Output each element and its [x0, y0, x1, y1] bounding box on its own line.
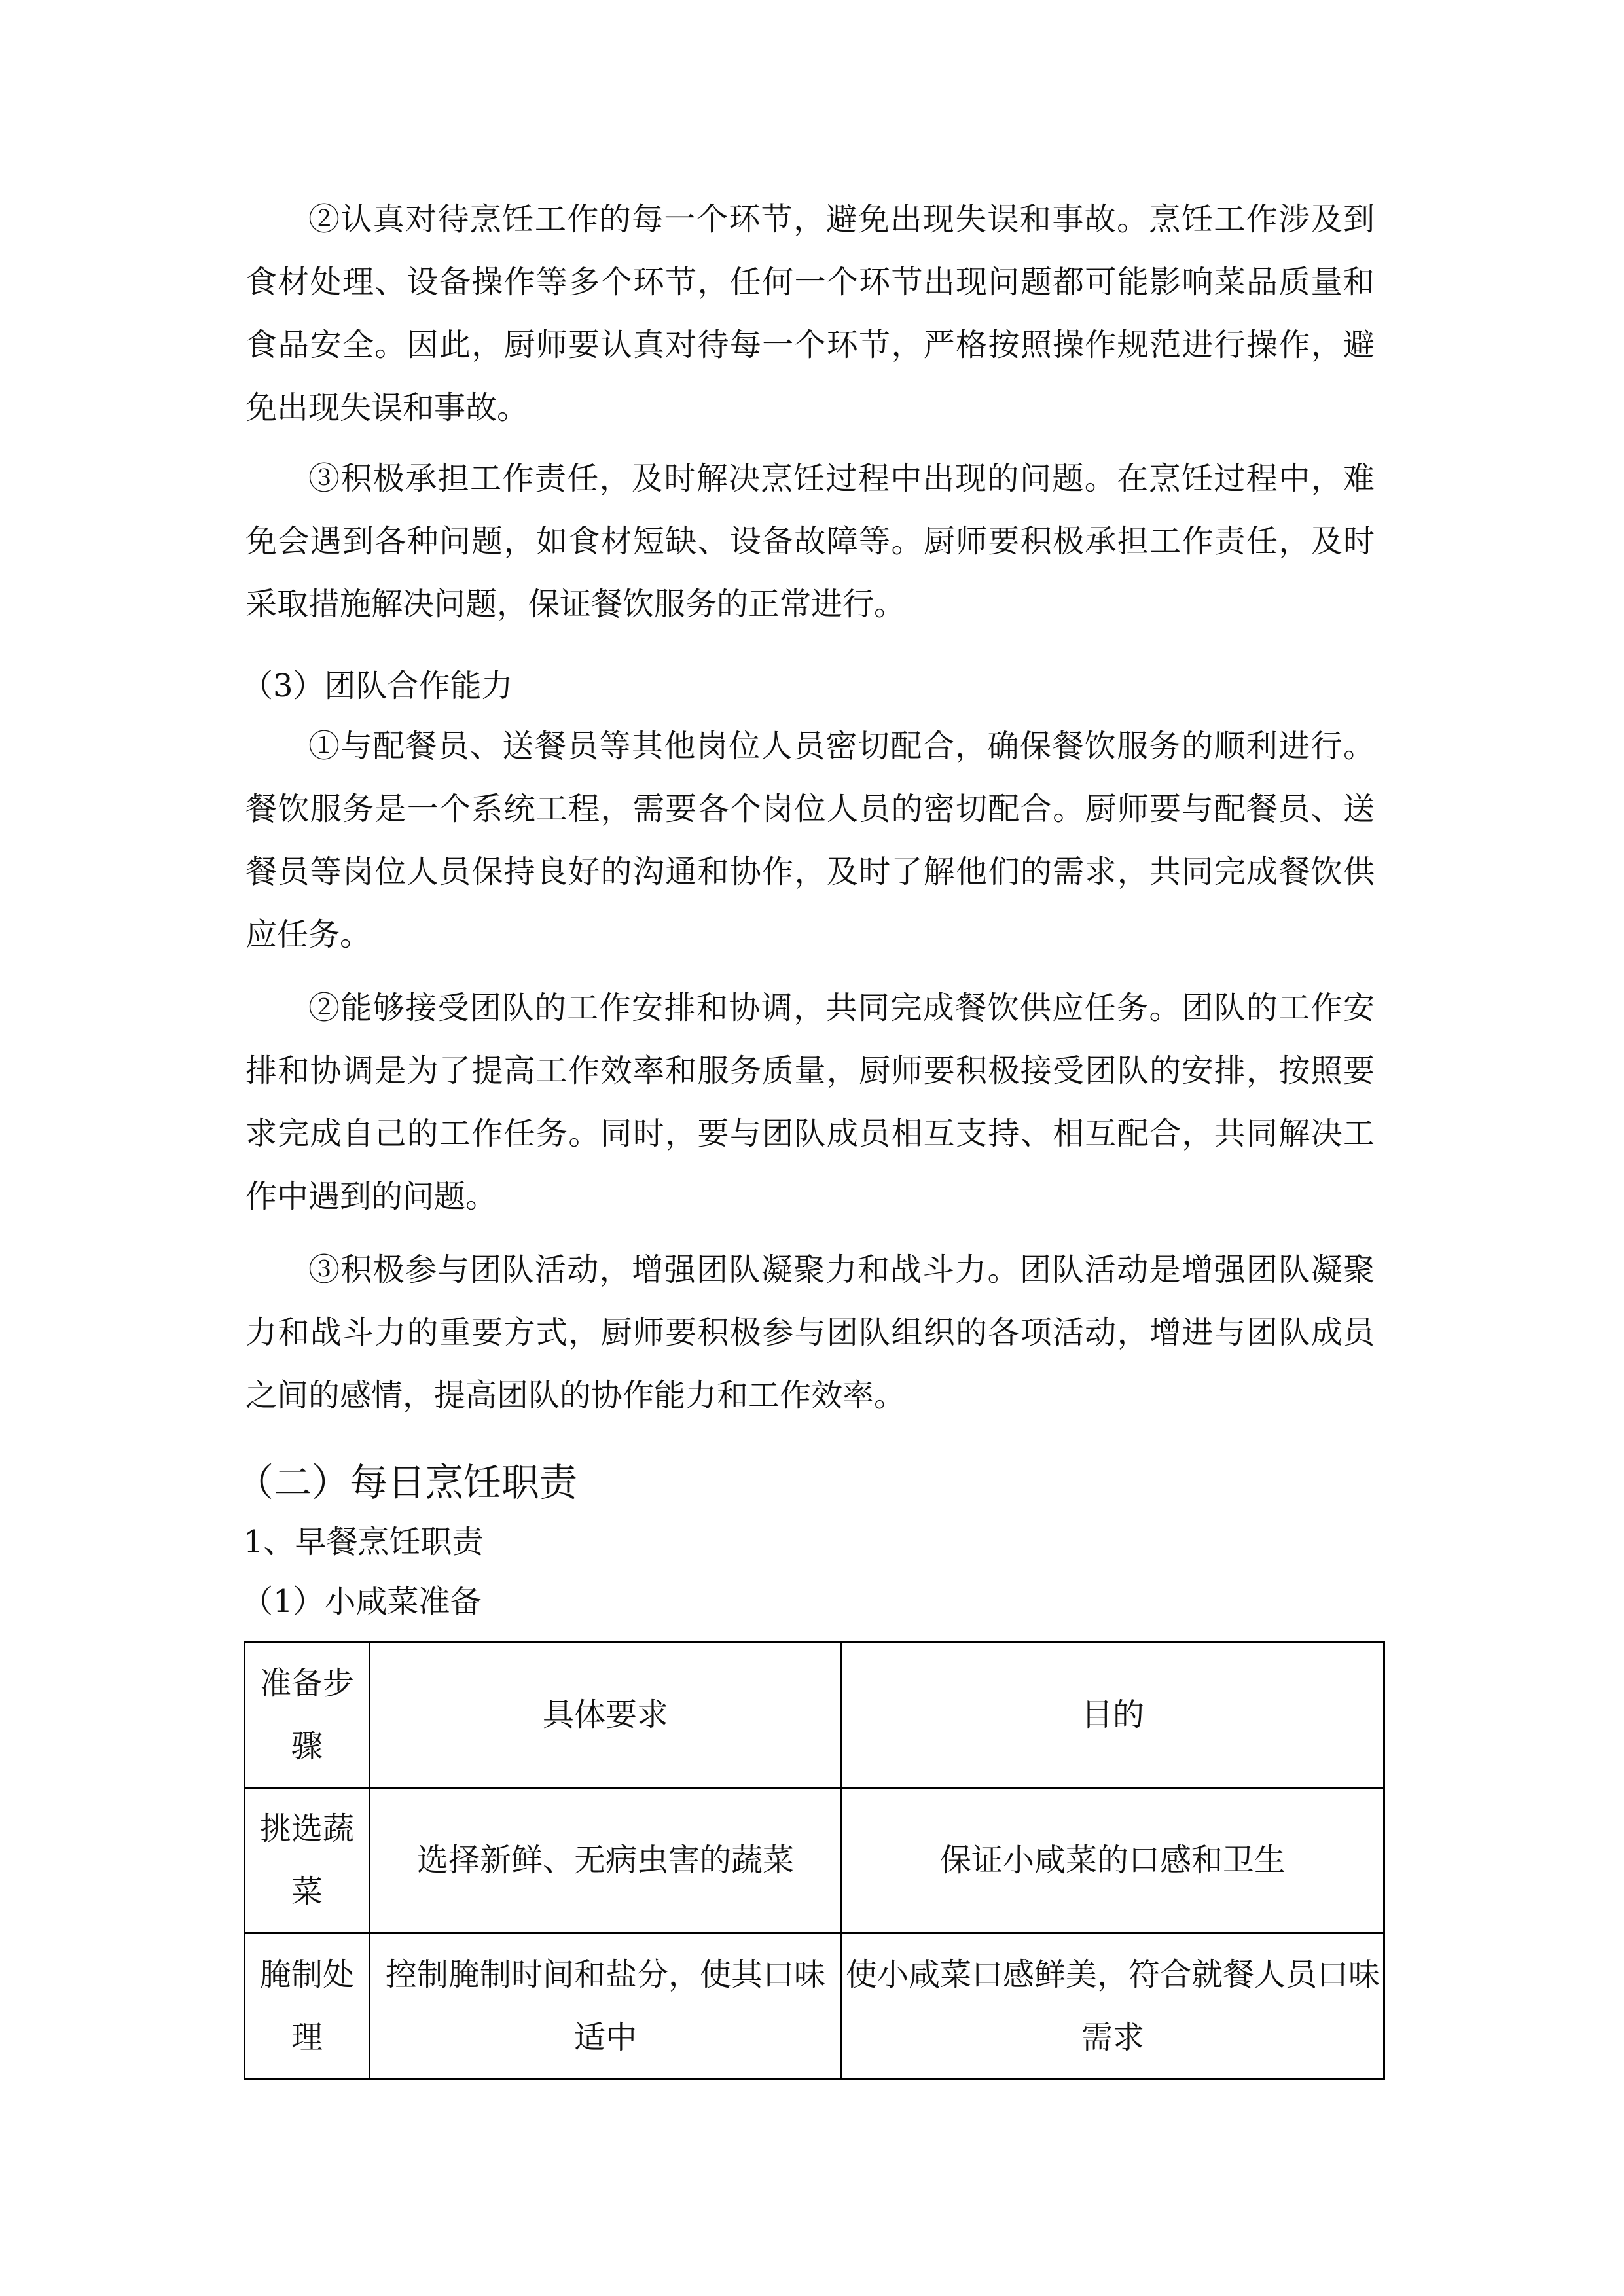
table-header-cell: 具体要求 — [370, 1642, 842, 1788]
paragraph-accept-arrangement: ②能够接受团队的工作安排和协调，共同完成餐饮供应任务。团队的工作安排和协调是为了提高工作效率和服务质量，厨师要积极接受团队的安排，按照要求完成自己的工作任务。同时，要与团队成员相互支持、相互配合，共同解决工作中遇到的问题。 — [245, 990, 1375, 1215]
paragraph-attention-to-detail: ②认真对待烹饪工作的每一个环节，避免出现失误和事故。烹饪工作涉及到食材处理、设备操作等多个环节，任何一个环节出现问题都可能影响菜品质量和食品安全。因此，厨师要认真对待每一个环节，严格按照操作规范进行操作，避免出现失误和事故。 — [245, 201, 1375, 426]
table-cell: 挑选蔬菜 — [245, 1787, 370, 1933]
pickle-prep-table — [244, 1641, 1385, 2080]
heading-pickles: （1）小咸菜准备 — [242, 1583, 482, 1620]
table-row — [245, 1787, 1384, 1933]
table-header-row — [245, 1642, 1384, 1788]
paragraph-responsibility: ③积极承担工作责任，及时解决烹饪过程中出现的问题。在烹饪过程中，难免会遇到各种问题，如食材短缺、设备故障等。厨师要积极承担工作责任，及时采取措施解决问题，保证餐饮服务的正常进行。 — [245, 460, 1375, 622]
table-row — [245, 1933, 1384, 2079]
paragraph-cooperation: ①与配餐员、送餐员等其他岗位人员密切配合，确保餐饮服务的顺利进行。餐饮服务是一个系统工程，需要各个岗位人员的密切配合。厨师要与配餐员、送餐员等岗位人员保持良好的沟通和协作，及时了解他们的需求，共同完成餐饮供应任务。 — [245, 728, 1375, 953]
table-cell: 使小咸菜口感鲜美，符合就餐人员口味需求 — [842, 1933, 1384, 2079]
heading-breakfast: 1、早餐烹饪职责 — [244, 1524, 484, 1560]
table-cell: 控制腌制时间和盐分，使其口味适中 — [370, 1933, 842, 2079]
paragraph-team-activities: ③积极参与团队活动，增强团队凝聚力和战斗力。团队活动是增强团队凝聚力和战斗力的重要方式，厨师要积极参与团队组织的各项活动，增进与团队成员之间的感情，提高团队的协作能力和工作效率。 — [245, 1251, 1375, 1414]
table-cell: 腌制处理 — [245, 1933, 370, 2079]
table-cell: 保证小咸菜的口感和卫生 — [842, 1787, 1384, 1933]
heading-teamwork: （3）团队合作能力 — [242, 668, 513, 704]
table-header-cell: 目的 — [842, 1642, 1384, 1788]
heading-daily-duties: （二）每日烹饪职责 — [236, 1460, 578, 1505]
table-cell: 选择新鲜、无病虫害的蔬菜 — [370, 1787, 842, 1933]
table-header-cell: 准备步骤 — [245, 1642, 370, 1788]
